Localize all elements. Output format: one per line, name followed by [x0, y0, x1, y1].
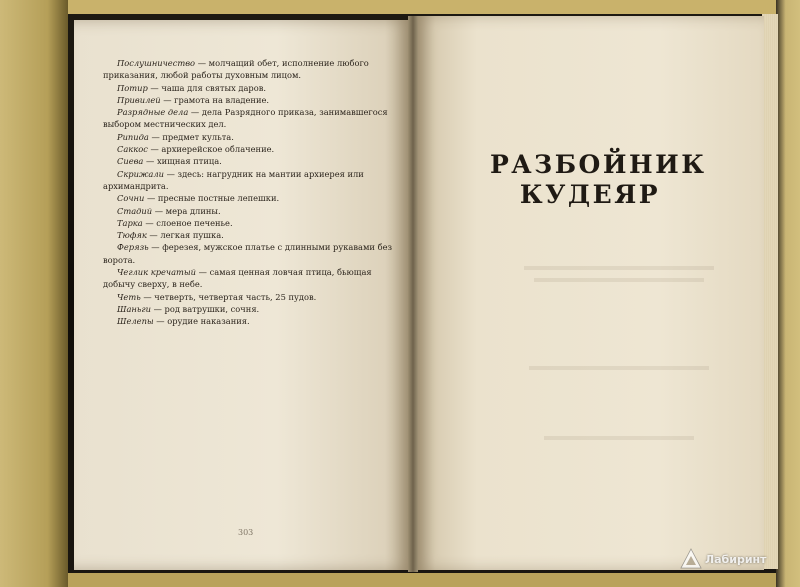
glossary-entry: [103, 303, 393, 315]
glossary-term: Рипида: [117, 131, 149, 142]
glossary-definition: — мера длины.: [152, 205, 221, 216]
glossary-term: Шаньги: [117, 303, 151, 314]
watermark: [680, 546, 767, 572]
glossary-term: Сочни: [117, 193, 145, 204]
glossary-term: Разрядные дела: [117, 107, 189, 118]
glossary-definition: — архиерейское облачение.: [147, 144, 275, 155]
glossary-entry: [103, 168, 393, 193]
glossary-definition: — слоеное печенье.: [142, 217, 233, 228]
chapter-title-line1: РАЗБОЙНИК: [490, 150, 707, 179]
labyrinth-logo-icon: [680, 548, 702, 570]
glossary-term: Чеглик кречатый: [117, 267, 196, 278]
glossary-entry: [103, 131, 393, 143]
glossary-definition: — молчащий обет, исполнение любого приказания, любой работы духовным лицом.: [103, 58, 369, 81]
glossary-term: Сиева: [117, 156, 144, 167]
chapter-title-line2: КУДЕЯР: [519, 180, 661, 209]
chapter-title: [490, 150, 707, 210]
glossary-list: [103, 57, 393, 328]
glossary-definition: — пресные постные лепешки.: [144, 193, 280, 204]
glossary-entry: [103, 143, 393, 155]
glossary-definition: — самая ценная ловчая птица, бьющая добычу сверху, в небе.: [103, 267, 372, 290]
book-gutter: [408, 16, 418, 572]
watermark-text: Лабиринт: [705, 552, 767, 566]
glossary-entry: [103, 192, 393, 204]
scan-border-right: [776, 0, 800, 587]
book-page-edges: [762, 14, 778, 569]
glossary-entry: [103, 205, 393, 217]
glossary-term: Стадий: [117, 205, 153, 216]
glossary-definition: — предмет культа.: [148, 131, 234, 142]
glossary-definition: — грамота на владение.: [160, 94, 270, 105]
glossary-definition: — род ватрушки, сочня.: [150, 303, 260, 314]
glossary-entry: [103, 291, 393, 303]
right-page: [414, 16, 764, 570]
glossary-entry: [103, 315, 393, 327]
glossary-entry: [103, 94, 393, 106]
glossary-entry: [103, 106, 393, 131]
scan-border-top: [0, 0, 800, 14]
glossary-term: Тюфяк: [117, 230, 147, 241]
glossary-term: Тарка: [117, 217, 143, 228]
glossary-definition: — хищная птица.: [143, 156, 222, 167]
glossary-term: Скрижали: [117, 168, 164, 179]
glossary-definition: — дела Разрядного приказа, занимавшегося выбором местнических дел.: [103, 107, 388, 130]
glossary-entry: [103, 229, 393, 241]
glossary-definition: — легкая пушка.: [146, 230, 224, 241]
page-number: 303: [238, 528, 254, 537]
glossary-entry: [103, 241, 393, 266]
glossary-term: Четь: [117, 291, 141, 302]
glossary-definition: — чаша для святых даров.: [147, 82, 267, 93]
glossary-term: Саккос: [117, 144, 148, 155]
glossary-term: Ферязь: [117, 242, 149, 253]
glossary-term: Шелепы: [117, 316, 154, 327]
glossary-entry: [103, 217, 393, 229]
glossary-entry: [103, 57, 393, 82]
glossary-entry: [103, 266, 393, 291]
scan-border-bottom: [0, 573, 800, 587]
glossary-definition: — четверть, четвертая часть, 25 пудов.: [140, 291, 317, 302]
glossary-definition: — здесь: нагрудник на мантии архиерея или архимандрита.: [103, 168, 364, 191]
scan-border-left: [0, 0, 68, 587]
glossary-term: Потир: [117, 82, 148, 93]
glossary-term: Послушничество: [117, 58, 196, 68]
glossary-entry: [103, 155, 393, 167]
glossary-definition: — орудие наказания.: [153, 316, 250, 327]
glossary-term: Привилей: [117, 94, 161, 105]
glossary-definition: — ферезея, мужское платье с длинными рукавами без ворота.: [103, 242, 393, 265]
glossary-entry: [103, 82, 393, 94]
